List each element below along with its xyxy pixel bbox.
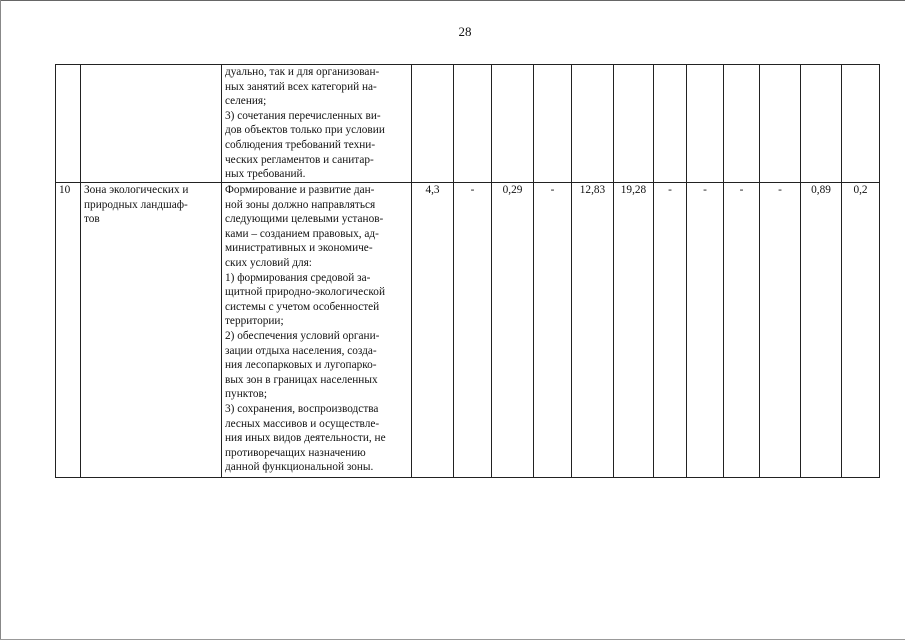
value-cell: - — [687, 183, 724, 478]
scan-edge-top — [0, 0, 905, 1]
row-number-cell: 10 — [56, 183, 81, 478]
zone-name-cell — [81, 65, 222, 183]
value-cell: - — [454, 183, 492, 478]
value-cell: - — [534, 183, 572, 478]
value-cell — [412, 65, 454, 183]
value-cell: 12,83 — [572, 183, 614, 478]
value-cell — [454, 65, 492, 183]
value-cell — [534, 65, 572, 183]
row-number-cell — [56, 65, 81, 183]
value-cell — [654, 65, 687, 183]
table-row — [56, 65, 880, 183]
value-cell: - — [654, 183, 687, 478]
page-number: 28 — [458, 24, 472, 39]
value-cell: 0,29 — [492, 183, 534, 478]
value-cell — [572, 65, 614, 183]
value-cell: - — [724, 183, 760, 478]
scan-edge-left — [0, 0, 1, 640]
value-cell — [687, 65, 724, 183]
zone-description-cell: дуально, так и для организован- ных занятий всех категорий на- селения; 3) сочетания перечисленных ви- дов объектов только при условии соблюдения требований техни- ческих регламентов и санитар- ных требований. — [222, 65, 412, 183]
value-cell — [760, 65, 801, 183]
value-cell: - — [760, 183, 801, 478]
value-cell: 0,89 — [801, 183, 842, 478]
value-cell: 0,2 — [842, 183, 880, 478]
zone-name-cell: Зона экологических и природных ландшаф- тов — [81, 183, 222, 478]
value-cell: 19,28 — [614, 183, 654, 478]
table-row — [56, 183, 880, 478]
value-cell: 4,3 — [412, 183, 454, 478]
value-cell — [724, 65, 760, 183]
value-cell — [842, 65, 880, 183]
value-cell — [801, 65, 842, 183]
zones-table — [55, 64, 880, 478]
value-cell — [614, 65, 654, 183]
zone-description-cell: Формирование и развитие дан- ной зоны должно направляться следующими целевыми установ- ками – созданием правовых, ад- министративных и экономиче- ских условий для: 1) формирования средовой за- щитной природно-экологической системы с учетом особенностей территории; 2) обеспечения условий органи- зации отдыха населения, созда- ния лесопарковых и лугопарко- вых зон в границах населенных пунктов; 3) сохранения, воспроизводства лесных массивов и осуществле- ния иных видов деятельности, не противоречащих назначению данной функциональной зоны. — [222, 183, 412, 478]
value-cell — [492, 65, 534, 183]
